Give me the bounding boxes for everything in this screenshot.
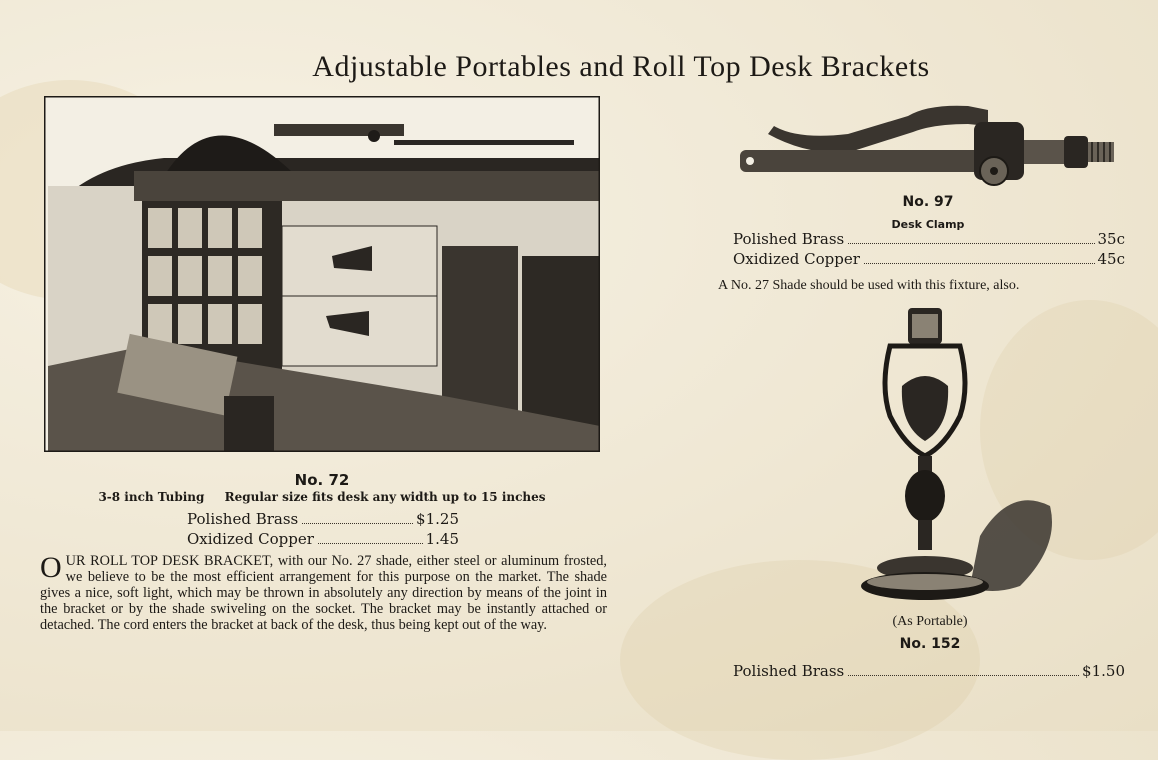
price-value: 35c xyxy=(1097,230,1125,248)
price-row-oxidized-copper-72 xyxy=(187,530,459,548)
price-row-polished-brass-72 xyxy=(187,510,459,528)
product-72-specs xyxy=(44,490,600,504)
product-72-description xyxy=(40,553,607,633)
shade-note: A No. 27 Shade should be used with this fixture, also. xyxy=(718,278,1020,293)
finish-label: Polished Brass xyxy=(733,662,845,680)
price-value: $1.25 xyxy=(416,510,459,528)
product-number-72: No. 72 xyxy=(294,471,350,489)
product-number-97: No. 97 xyxy=(902,194,954,210)
product-number-152: No. 152 xyxy=(899,636,961,652)
price-value: $1.50 xyxy=(1082,662,1125,680)
finish-label: Oxidized Copper xyxy=(733,250,860,268)
roll-top-desk-illustration xyxy=(44,96,600,452)
description-text: UR ROLL TOP DESK BRACKET, with our No. 27 shade, either steel or aluminum frosted, we believe to be the most efficient arrangement for this purpose on the market. The shade gives a nice, soft light, which may be thrown in absolutely any direction by means of the joint in the bracket or by the shade swiveling on the socket. The bracket may be instantly attached or detached. The cord enters the bracket at back of the desk, thus being kept out of the way. xyxy=(40,553,607,633)
tubing-spec: 3-8 inch Tubing xyxy=(98,490,205,504)
price-row-polished-brass-97 xyxy=(733,230,1125,248)
price-value: 45c xyxy=(1097,250,1125,268)
as-portable-caption: (As Portable) xyxy=(892,614,968,629)
finish-label: Oxidized Copper xyxy=(187,530,314,548)
page-title: Adjustable Portables and Roll Top Desk Brackets xyxy=(312,50,930,83)
price-row-polished-brass-152 xyxy=(733,662,1125,680)
product-name-desk-clamp: Desk Clamp xyxy=(891,218,965,231)
price-value: 1.45 xyxy=(425,530,459,548)
finish-label: Polished Brass xyxy=(733,230,845,248)
desk-clamp-illustration xyxy=(738,96,1118,190)
size-note: Regular size fits desk any width up to 15 inches xyxy=(224,490,546,504)
portable-lamp-illustration xyxy=(860,306,1060,606)
price-row-oxidized-copper-97 xyxy=(733,250,1125,268)
finish-label: Polished Brass xyxy=(187,510,299,528)
drop-cap: O xyxy=(40,551,62,584)
